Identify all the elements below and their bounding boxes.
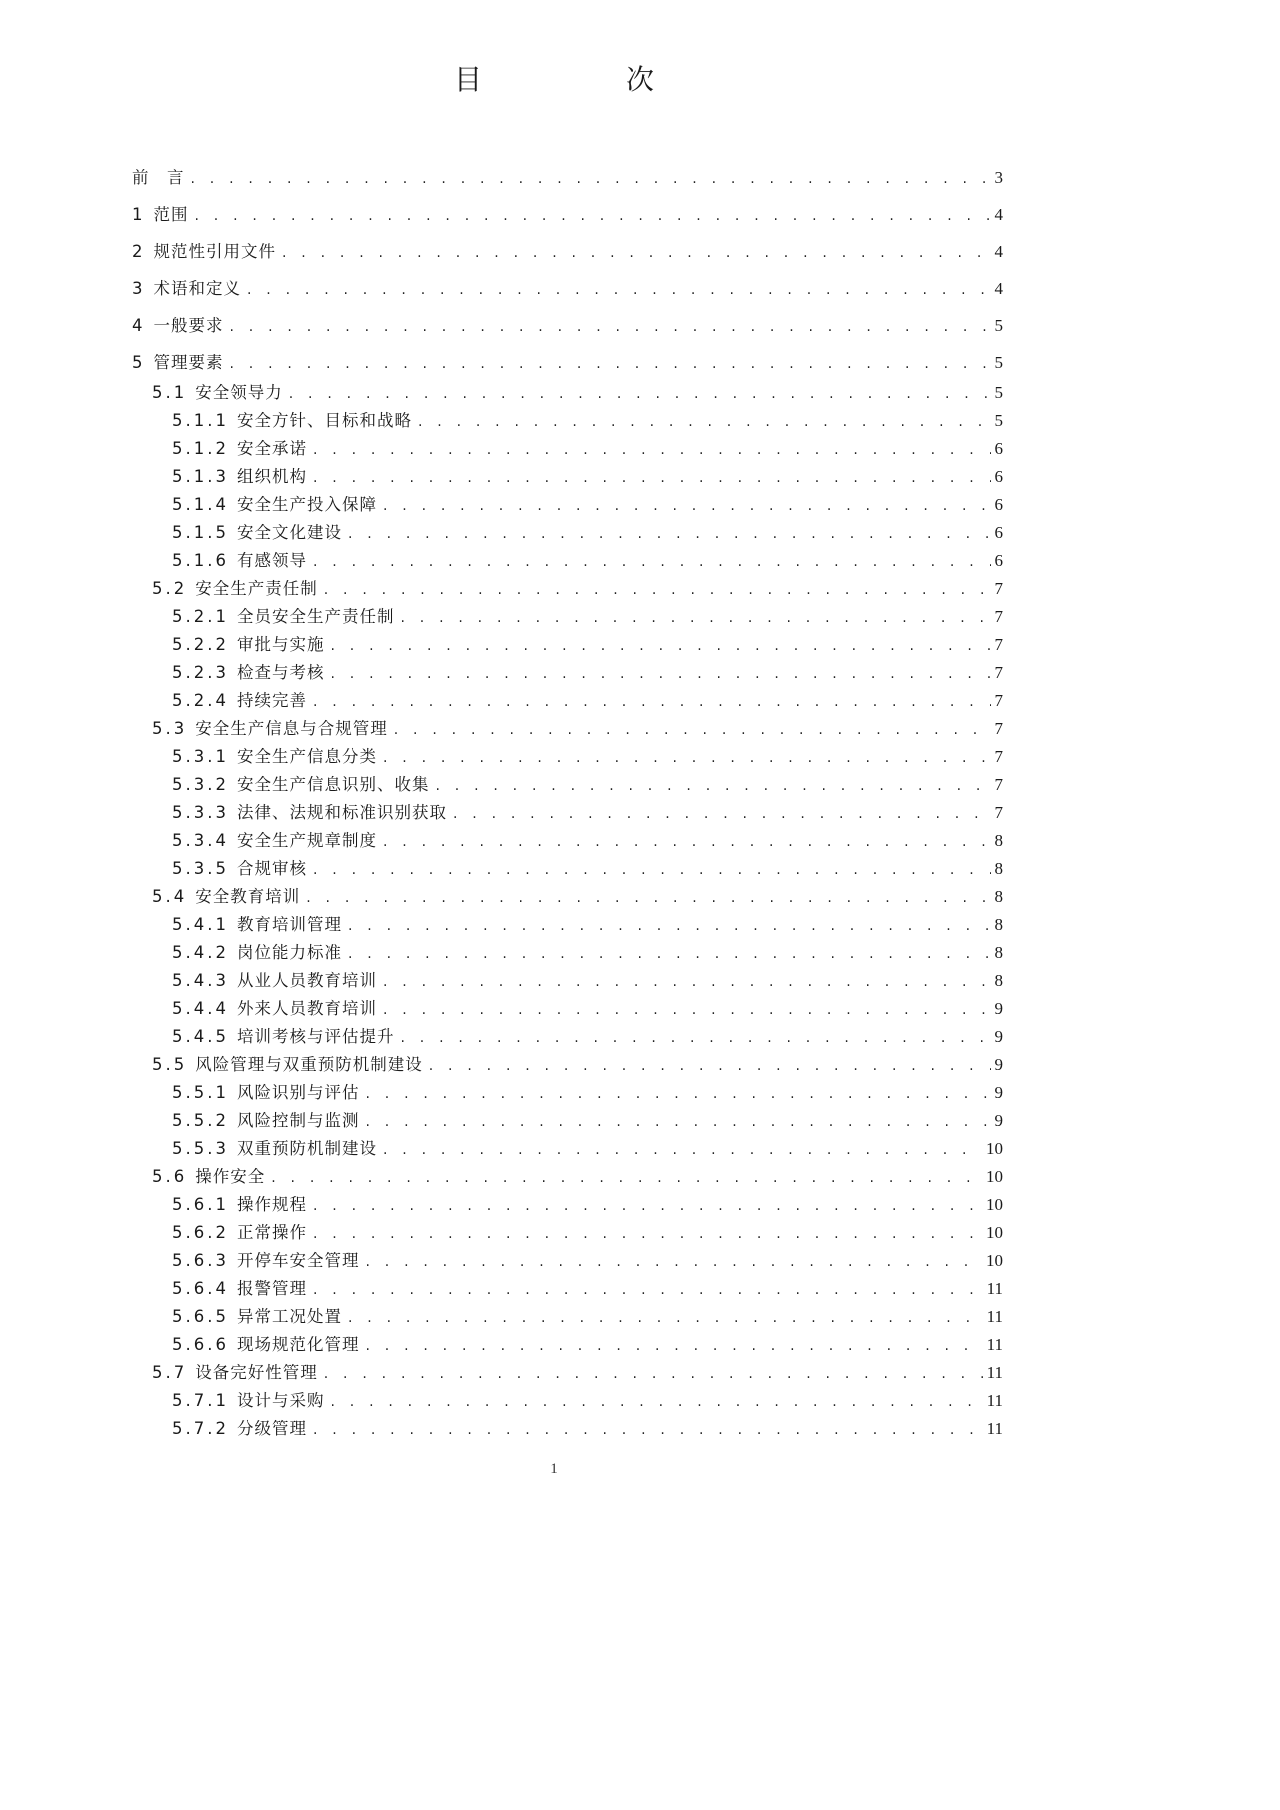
toc-entry-number: 2 — [132, 242, 146, 261]
toc-leader-dots — [313, 1222, 982, 1246]
toc-leader-dots — [330, 1390, 982, 1414]
toc-entry[interactable] — [172, 1305, 1003, 1329]
toc-entry-page: 4 — [994, 205, 1003, 224]
toc-entry[interactable] — [172, 801, 1003, 825]
toc-entry-label: 安全生产信息识别、收集 — [236, 775, 430, 794]
toc-entry-page: 6 — [994, 467, 1003, 486]
toc-leader-dots — [453, 802, 991, 826]
toc-entry-page: 11 — [986, 1391, 1003, 1410]
toc-entry-page: 5 — [994, 316, 1003, 335]
toc-entry-label: 规范性引用文件 — [153, 242, 276, 261]
toc-entry-number: 5.6.1 — [172, 1195, 229, 1214]
toc-entry-page: 6 — [994, 551, 1003, 570]
toc-entry-number: 5.2.3 — [172, 663, 229, 682]
toc-entry-page: 11 — [986, 1363, 1003, 1382]
toc-entry-label: 报警管理 — [236, 1279, 307, 1298]
toc-leader-dots — [348, 1306, 983, 1330]
toc-entry-number: 5.6.6 — [172, 1335, 229, 1354]
toc-leader-dots — [348, 942, 991, 966]
toc-entry-page: 7 — [994, 635, 1003, 654]
toc-entry-label: 操作规程 — [236, 1195, 307, 1214]
toc-entry-page: 7 — [994, 579, 1003, 598]
toc-entry-number: 5.3.4 — [172, 831, 229, 850]
toc-entry-number: 4 — [132, 316, 146, 335]
toc-entry-number: 5.1.2 — [172, 439, 229, 458]
toc-entry-page: 11 — [986, 1307, 1003, 1326]
toc-entry-number: 5.1.6 — [172, 551, 229, 570]
toc-entry-number: 5.2.1 — [172, 607, 229, 626]
toc-entry-page: 5 — [994, 383, 1003, 402]
toc-entry[interactable] — [172, 745, 1003, 769]
toc-leader-dots — [348, 522, 991, 546]
toc-entry-label: 安全承诺 — [236, 439, 307, 458]
toc-entry-number: 5.7.2 — [172, 1419, 229, 1438]
toc-entry-page: 8 — [994, 943, 1003, 962]
toc-entry-number: 5.3.5 — [172, 859, 229, 878]
toc-entry-label: 双重预防机制建设 — [236, 1139, 377, 1158]
toc-entry[interactable] — [152, 381, 1003, 405]
page-number: 1 — [550, 1461, 558, 1477]
toc-leader-dots — [313, 550, 991, 574]
toc-entry-number: 5.7.1 — [172, 1391, 229, 1410]
toc-entry-number: 3 — [132, 279, 146, 298]
toc-entry[interactable] — [172, 521, 1003, 545]
toc-entry-label: 操作安全 — [195, 1167, 266, 1186]
toc-entry-number: 5.4.4 — [172, 999, 229, 1018]
toc-entry-label: 安全生产责任制 — [195, 579, 318, 598]
toc-entry[interactable] — [172, 829, 1003, 853]
toc-leader-dots — [324, 1362, 983, 1386]
toc-entry[interactable] — [172, 1109, 1003, 1133]
toc-entry-page: 5 — [994, 353, 1003, 372]
toc-leader-dots — [365, 1250, 982, 1274]
toc-entry-number: 5.1.3 — [172, 467, 229, 486]
toc-entry-page: 10 — [986, 1167, 1003, 1186]
toc-leader-dots — [383, 970, 991, 994]
toc-entry-number: 5.3.1 — [172, 747, 229, 766]
toc-entry-number: 5.4.2 — [172, 943, 229, 962]
toc-entry-label: 组织机构 — [236, 467, 307, 486]
toc-leader-dots — [306, 886, 990, 910]
toc-leader-dots — [282, 241, 991, 265]
toc-leader-dots — [289, 382, 991, 406]
toc-entry-number: 5.4.3 — [172, 971, 229, 990]
toc-entry-page: 9 — [994, 1083, 1003, 1102]
toc-entry[interactable] — [172, 1081, 1003, 1105]
toc-entry-page: 10 — [986, 1223, 1003, 1242]
toc-entry-number: 5.4.5 — [172, 1027, 229, 1046]
toc-entry-number: 5.4.1 — [172, 915, 229, 934]
page-title: 目 次 — [453, 63, 712, 96]
toc-entry-number: 5.1 — [152, 383, 188, 402]
toc-entry-label: 安全文化建设 — [236, 523, 342, 542]
toc-entry-page: 8 — [994, 971, 1003, 990]
toc-leader-dots — [330, 634, 990, 658]
toc-entry-page: 10 — [986, 1251, 1003, 1270]
toc-leader-dots — [324, 578, 991, 602]
toc-leader-dots — [383, 1138, 982, 1162]
toc-entry-page: 9 — [994, 1027, 1003, 1046]
toc-leader-dots — [400, 606, 990, 630]
toc-entry-page: 4 — [994, 279, 1003, 298]
toc-entry-number: 5.6 — [152, 1167, 188, 1186]
toc-entry[interactable] — [172, 913, 1003, 937]
toc-entry-page: 7 — [994, 747, 1003, 766]
toc-leader-dots — [365, 1082, 990, 1106]
toc-entry-label: 安全方针、目标和战略 — [236, 411, 412, 430]
toc-entry[interactable] — [172, 493, 1003, 517]
toc-entry-label: 分级管理 — [236, 1419, 307, 1438]
toc-entry-label: 一般要求 — [153, 316, 224, 335]
toc-entry-label: 培训考核与评估提升 — [236, 1027, 395, 1046]
toc-entry-number: 5.3.2 — [172, 775, 229, 794]
toc-leader-dots — [313, 466, 991, 490]
toc-leader-dots — [394, 718, 991, 742]
toc-leader-dots — [313, 438, 991, 462]
toc-entry-label: 范围 — [153, 205, 189, 224]
toc-entry-number: 5.5.3 — [172, 1139, 229, 1158]
toc-entry-label: 教育培训管理 — [236, 915, 342, 934]
toc-leader-dots — [313, 858, 991, 882]
toc-leader-dots — [313, 1278, 983, 1302]
toc-entry-page: 8 — [994, 887, 1003, 906]
toc-entry-page: 7 — [994, 719, 1003, 738]
toc-leader-dots — [400, 1026, 990, 1050]
toc-leader-dots — [365, 1110, 990, 1134]
toc-entry-label: 前 言 — [132, 168, 185, 187]
toc-entry-page: 5 — [994, 411, 1003, 430]
toc-entry[interactable] — [172, 1193, 1003, 1217]
toc-entry[interactable] — [172, 409, 1003, 433]
toc-entry-page: 6 — [994, 523, 1003, 542]
toc-entry[interactable] — [132, 351, 1003, 375]
toc-entry[interactable] — [152, 1361, 1003, 1385]
toc-entry[interactable] — [172, 465, 1003, 489]
toc-entry-number: 5.2 — [152, 579, 188, 598]
toc-entry[interactable] — [172, 1389, 1003, 1413]
toc-entry[interactable] — [172, 941, 1003, 965]
toc-entry-label: 风险管理与双重预防机制建设 — [195, 1055, 423, 1074]
toc-entry-number: 5.6.2 — [172, 1223, 229, 1242]
toc-leader-dots — [348, 914, 991, 938]
toc-entry-label: 外来人员教育培训 — [236, 999, 377, 1018]
toc-entry-label: 现场规范化管理 — [236, 1335, 360, 1354]
toc-entry[interactable] — [152, 717, 1003, 741]
toc-entry-label: 检查与考核 — [236, 663, 325, 682]
toc-entry-page: 10 — [986, 1195, 1003, 1214]
toc-entry-label: 安全生产投入保障 — [236, 495, 377, 514]
toc-entry-page: 9 — [994, 999, 1003, 1018]
toc-entry-label: 岗位能力标准 — [236, 943, 342, 962]
toc-entry[interactable] — [172, 437, 1003, 461]
toc-entry[interactable] — [132, 203, 1003, 227]
toc-entry-number: 5.1.1 — [172, 411, 229, 430]
toc-entry-label: 有感领导 — [236, 551, 307, 570]
toc-entry[interactable] — [172, 689, 1003, 713]
toc-entry-label: 法律、法规和标准识别获取 — [236, 803, 447, 822]
toc-leader-dots — [435, 774, 990, 798]
toc-entry-label: 全员安全生产责任制 — [236, 607, 395, 626]
toc-leader-dots — [271, 1166, 982, 1190]
toc-entry-page: 7 — [994, 775, 1003, 794]
toc-entry[interactable] — [132, 240, 1003, 264]
toc-entry-number: 5.4 — [152, 887, 188, 906]
toc-leader-dots — [313, 1418, 983, 1442]
toc-entry-page: 7 — [994, 663, 1003, 682]
toc-entry-label: 安全领导力 — [195, 383, 283, 402]
toc-entry-number: 5.2.2 — [172, 635, 229, 654]
toc-entry-label: 正常操作 — [236, 1223, 307, 1242]
toc-leader-dots — [195, 204, 991, 228]
toc-entry-page: 8 — [994, 831, 1003, 850]
toc-entry[interactable] — [152, 885, 1003, 909]
toc-entry-page: 9 — [994, 1111, 1003, 1130]
toc-entry-label: 安全教育培训 — [195, 887, 301, 906]
toc-entry-label: 风险控制与监测 — [236, 1111, 360, 1130]
toc-entry-label: 审批与实施 — [236, 635, 325, 654]
toc-entry[interactable] — [152, 577, 1003, 601]
toc-entry-label: 安全生产信息与合规管理 — [195, 719, 388, 738]
toc-entry[interactable] — [172, 773, 1003, 797]
toc-entry[interactable] — [172, 1137, 1003, 1161]
toc-entry[interactable] — [152, 1165, 1003, 1189]
toc-entry-page: 8 — [994, 859, 1003, 878]
toc-entry[interactable] — [132, 277, 1003, 301]
toc-entry-label: 安全生产规章制度 — [236, 831, 377, 850]
toc-entry[interactable] — [172, 1221, 1003, 1245]
toc-leader-dots — [313, 1194, 982, 1218]
toc-entry-page: 6 — [994, 439, 1003, 458]
toc-entry-label: 风险识别与评估 — [236, 1083, 360, 1102]
toc-entry-number: 5.1.4 — [172, 495, 229, 514]
toc-entry-number: 5.5 — [152, 1055, 188, 1074]
toc-entry[interactable] — [172, 969, 1003, 993]
toc-leader-dots — [418, 410, 991, 434]
toc-leader-dots — [383, 494, 991, 518]
toc-entry-page: 3 — [994, 168, 1003, 187]
toc-entry[interactable] — [172, 549, 1003, 573]
toc-entry-label: 合规审核 — [236, 859, 307, 878]
toc-entry-number: 5.5.1 — [172, 1083, 229, 1102]
toc-entry-number: 5.5.2 — [172, 1111, 229, 1130]
toc-leader-dots — [383, 830, 991, 854]
toc-entry-label: 设计与采购 — [236, 1391, 325, 1410]
toc-entry-page: 7 — [994, 691, 1003, 710]
toc-entry-number: 5.3.3 — [172, 803, 229, 822]
toc-entry[interactable] — [132, 166, 1003, 190]
toc-entry[interactable] — [172, 1025, 1003, 1049]
toc-entry-page: 7 — [994, 803, 1003, 822]
toc-entry-number: 5.7 — [152, 1363, 188, 1382]
toc-entry[interactable] — [172, 857, 1003, 881]
toc-entry-label: 开停车安全管理 — [236, 1251, 360, 1270]
toc-entry-number: 5.6.3 — [172, 1251, 229, 1270]
toc-entry[interactable] — [152, 1053, 1003, 1077]
toc-entry[interactable] — [172, 1417, 1003, 1441]
toc-entry[interactable] — [172, 605, 1003, 629]
toc-entry-page: 4 — [994, 242, 1003, 261]
toc-entry[interactable] — [172, 1249, 1003, 1273]
toc-entry-label: 持续完善 — [236, 691, 307, 710]
toc-entry-page: 7 — [994, 607, 1003, 626]
toc-leader-dots — [230, 352, 991, 376]
toc-entry[interactable] — [172, 1333, 1003, 1357]
toc-entry-page: 9 — [994, 1055, 1003, 1074]
toc-entry-page: 10 — [986, 1139, 1003, 1158]
toc-entry-page: 11 — [986, 1419, 1003, 1438]
toc-leader-dots — [247, 278, 991, 302]
toc-entry[interactable] — [172, 633, 1003, 657]
toc-entry-label: 设备完好性管理 — [195, 1363, 318, 1382]
toc-leader-dots — [429, 1054, 991, 1078]
toc-leader-dots — [365, 1334, 982, 1358]
toc-entry-label: 管理要素 — [153, 353, 224, 372]
toc-entry-page: 6 — [994, 495, 1003, 514]
toc-entry-number: 5 — [132, 353, 146, 372]
toc-entry-page: 11 — [986, 1279, 1003, 1298]
toc-entry-label: 安全生产信息分类 — [236, 747, 377, 766]
toc-leader-dots — [383, 998, 991, 1022]
toc-entry[interactable] — [172, 997, 1003, 1021]
toc-entry-number: 5.1.5 — [172, 523, 229, 542]
toc-entry-page: 11 — [986, 1335, 1003, 1354]
toc-entry-page: 8 — [994, 915, 1003, 934]
toc-leader-dots — [191, 167, 991, 191]
toc-leader-dots — [330, 662, 990, 686]
toc-entry-label: 异常工况处置 — [236, 1307, 342, 1326]
toc-entry-number: 5.6.4 — [172, 1279, 229, 1298]
toc-entry[interactable] — [172, 661, 1003, 685]
toc-leader-dots — [313, 690, 991, 714]
toc-entry-number: 5.6.5 — [172, 1307, 229, 1326]
toc-leader-dots — [230, 315, 991, 339]
toc-entry-label: 术语和定义 — [153, 279, 241, 298]
toc-entry[interactable] — [172, 1277, 1003, 1301]
toc-entry-number: 5.3 — [152, 719, 188, 738]
toc-entry-number: 5.2.4 — [172, 691, 229, 710]
toc-entry-number: 1 — [132, 205, 146, 224]
toc-entry[interactable] — [132, 314, 1003, 338]
toc-leader-dots — [383, 746, 991, 770]
toc-entry-label: 从业人员教育培训 — [236, 971, 377, 990]
